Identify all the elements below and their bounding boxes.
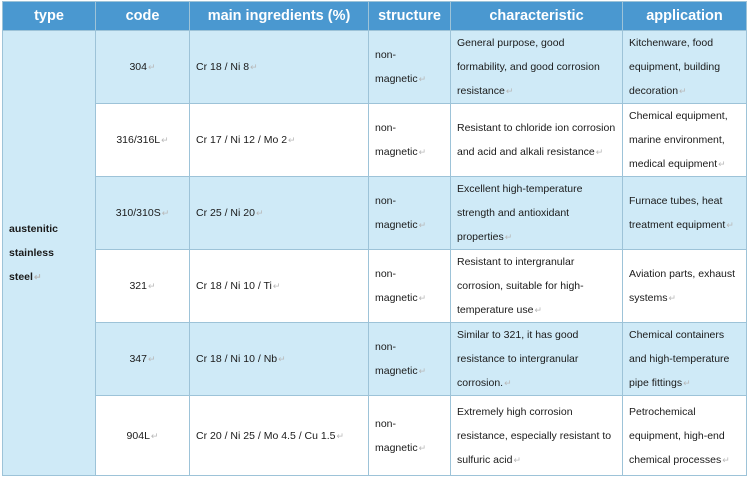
structure-cell: non-magnetic↵ xyxy=(369,396,451,476)
ingredients-cell: Cr 17 / Ni 12 / Mo 2↵ xyxy=(190,104,369,177)
code-cell: 310/310S↵ xyxy=(96,177,190,250)
application-cell: Kitchenware, food equipment, building decoration↵ xyxy=(623,31,747,104)
structure-cell: non-magnetic↵ xyxy=(369,323,451,396)
structure-cell: non-magnetic↵ xyxy=(369,250,451,323)
application-cell: Furnace tubes, heat treatment equipment↵ xyxy=(623,177,747,250)
characteristic-cell: General purpose, good formability, and good corrosion resistance↵ xyxy=(451,31,623,104)
header-application: application xyxy=(623,2,747,31)
type-cell: austenitic stainless steel↵ xyxy=(3,31,96,476)
characteristic-cell: Excellent high-temperature strength and antioxidant properties↵ xyxy=(451,177,623,250)
ingredients-cell: Cr 25 / Ni 20↵ xyxy=(190,177,369,250)
characteristic-cell: Extremely high corrosion resistance, especially resistant to sulfuric acid↵ xyxy=(451,396,623,476)
application-cell: Chemical containers and high-temperature pipe fittings↵ xyxy=(623,323,747,396)
structure-cell: non-magnetic↵ xyxy=(369,31,451,104)
header-row xyxy=(3,2,747,31)
type-label: austenitic stainless steel xyxy=(9,223,59,283)
application-cell: Aviation parts, exhaust systems↵ xyxy=(623,250,747,323)
stainless-steel-table xyxy=(2,1,747,476)
structure-cell: non-magnetic↵ xyxy=(369,177,451,250)
header-code: code xyxy=(96,2,190,31)
code-cell: 304↵ xyxy=(96,31,190,104)
characteristic-cell: Similar to 321, it has good resistance to intergranular corrosion.↵ xyxy=(451,323,623,396)
table-row xyxy=(3,177,747,250)
header-structure: structure xyxy=(369,2,451,31)
header-type: type xyxy=(3,2,96,31)
ingredients-cell: Cr 18 / Ni 8↵ xyxy=(190,31,369,104)
characteristic-cell: Resistant to intergranular corrosion, suitable for high-temperature use↵ xyxy=(451,250,623,323)
table-row xyxy=(3,250,747,323)
table-row xyxy=(3,31,747,104)
ingredients-cell: Cr 18 / Ni 10 / Nb↵ xyxy=(190,323,369,396)
table-row xyxy=(3,104,747,177)
table-row xyxy=(3,323,747,396)
code-cell: 321↵ xyxy=(96,250,190,323)
code-cell: 347↵ xyxy=(96,323,190,396)
header-ingredients: main ingredients (%) xyxy=(190,2,369,31)
application-cell: Petrochemical equipment, high-end chemical processes↵ xyxy=(623,396,747,476)
code-cell: 904L↵ xyxy=(96,396,190,476)
characteristic-cell: Resistant to chloride ion corrosion and acid and alkali resistance↵ xyxy=(451,104,623,177)
code-cell: 316/316L↵ xyxy=(96,104,190,177)
ingredients-cell: Cr 20 / Ni 25 / Mo 4.5 / Cu 1.5↵ xyxy=(190,396,369,476)
header-characteristic: characteristic xyxy=(451,2,623,31)
ingredients-cell: Cr 18 / Ni 10 / Ti↵ xyxy=(190,250,369,323)
application-cell: Chemical equipment, marine environment, medical equipment↵ xyxy=(623,104,747,177)
structure-cell: non-magnetic↵ xyxy=(369,104,451,177)
table-row xyxy=(3,396,747,476)
